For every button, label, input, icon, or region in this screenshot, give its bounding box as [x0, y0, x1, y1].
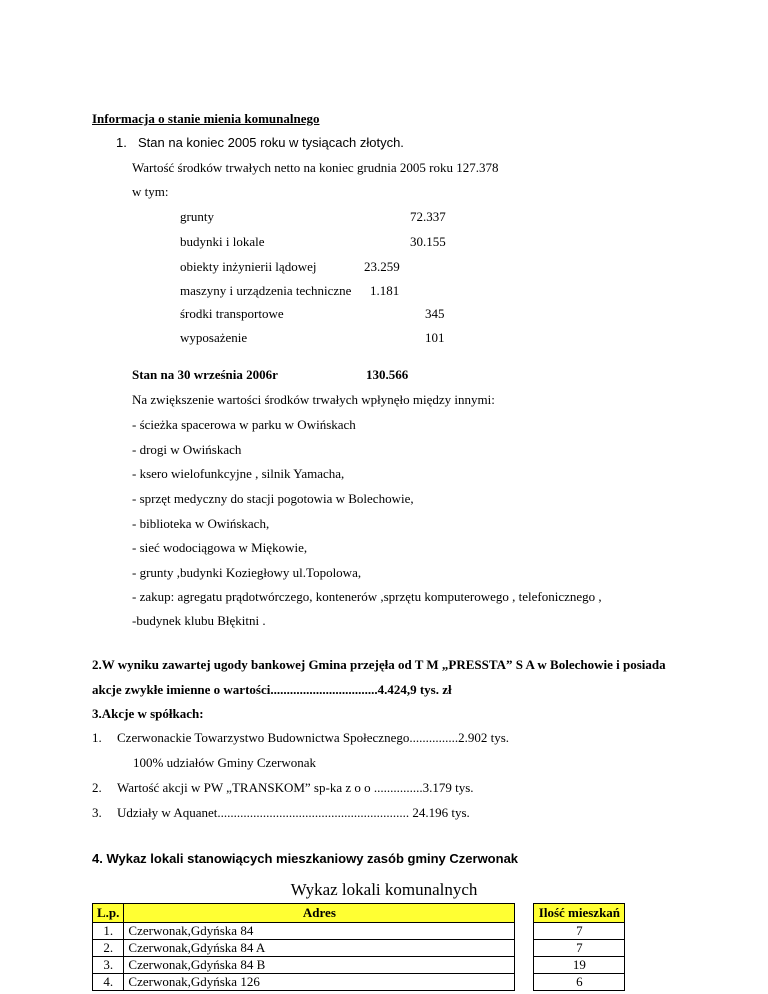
share-item-number: 1.	[92, 730, 102, 745]
asset-value-obiekty: 23.259	[364, 259, 400, 274]
section1-title: Stan na koniec 2005 roku w tysiącach złotych.	[138, 135, 404, 150]
asset-label-obiekty: obiekty inżynierii lądowej	[180, 259, 317, 274]
increase-item: - drogi w Owińskach	[132, 442, 242, 457]
cell-adres: Czerwonak,Gdyńska 84 B	[124, 957, 515, 974]
share-item-number: 2.	[92, 780, 102, 795]
table-row	[93, 974, 625, 991]
lokale-table	[92, 903, 625, 991]
share-item-text: Udziały w Aquanet........................................................... 24.196 tys.	[117, 805, 470, 820]
cell-ilosc: 19	[534, 957, 625, 974]
increase-item: - grunty ,budynki Koziegłowy ul.Topolowa,	[132, 565, 362, 580]
section1-wtym: w tym:	[132, 184, 169, 199]
column-header-ilosc: Ilość mieszkań	[534, 904, 625, 923]
state-value: 130.566	[366, 367, 409, 382]
section3-title: 3.Akcje w spółkach:	[92, 706, 204, 721]
cell-lp: 2.	[93, 940, 124, 957]
asset-value-maszyny: 1.181	[370, 283, 400, 298]
table-row	[93, 957, 625, 974]
increase-item: -budynek klubu Błękitni .	[132, 613, 266, 628]
section1-total-line: Wartość środków trwałych netto na koniec grudnia 2005 roku 127.378	[132, 160, 499, 175]
increase-item: - ksero wielofunkcyjne , silnik Yamacha,	[132, 466, 345, 481]
increase-item: - biblioteka w Owińskach,	[132, 516, 270, 531]
increase-item: - zakup: agregatu prądotwórczego, kontenerów ,sprzętu komputerowego , telefonicznego ,	[132, 589, 602, 604]
asset-value-budynki: 30.155	[410, 234, 446, 249]
share-item-text: 100% udziałów Gminy Czerwonak	[133, 755, 317, 770]
share-item-number: 3.	[92, 805, 102, 820]
cell-lp: 1.	[93, 923, 124, 940]
share-item-text: Czerwonackie Towarzystwo Budownictwa Społecznego...............2.902 tys.	[117, 730, 510, 745]
section4-title: 4. Wykaz lokali stanowiących mieszkaniowy zasób gminy Czerwonak	[92, 851, 519, 866]
column-header-lp: L.p.	[93, 904, 124, 923]
column-header-adres: Adres	[124, 904, 515, 923]
cell-ilosc: 7	[534, 940, 625, 957]
asset-value-wyposazenie: 101	[425, 330, 445, 345]
asset-label-transport: środki transportowe	[180, 306, 284, 321]
section2-line2: akcje zwykłe imienne o wartości.................................4.424,9 tys. zł	[92, 682, 452, 697]
asset-label-maszyny: maszyny i urządzenia techniczne	[180, 283, 352, 298]
cell-adres: Czerwonak,Gdyńska 84 A	[124, 940, 515, 957]
table-title: Wykaz lokali komunalnych	[290, 880, 478, 899]
increase-item: - ścieżka spacerowa w parku w Owińskach	[132, 417, 356, 432]
asset-value-grunty: 72.337	[410, 209, 446, 224]
asset-label-budynki: budynki i lokale	[180, 234, 265, 249]
table-row	[93, 940, 625, 957]
section1-number: 1.	[116, 135, 127, 150]
increase-item: - sieć wodociągowa w Miękowie,	[132, 540, 308, 555]
cell-lp: 4.	[93, 974, 124, 991]
document-heading: Informacja o stanie mienia komunalnego	[92, 111, 320, 126]
asset-label-wyposazenie: wyposażenie	[180, 330, 248, 345]
table-row	[93, 923, 625, 940]
share-item-text: Wartość akcji w PW „TRANSKOM” sp-ka z o o ...............3.179 tys.	[117, 780, 474, 795]
increase-intro: Na zwiększenie wartości środków trwałych wpłynęło między innymi:	[132, 392, 495, 407]
state-label: Stan na 30 września 2006r	[132, 367, 278, 382]
asset-label-grunty: grunty	[180, 209, 214, 224]
cell-ilosc: 6	[534, 974, 625, 991]
section2-line1: 2.W wyniku zawartej ugody bankowej Gmina przejęła od T M „PRESSTA” S A w Bolechowie i posiada	[92, 657, 666, 672]
increase-item: - sprzęt medyczny do stacji pogotowia w Bolechowie,	[132, 491, 414, 506]
cell-adres: Czerwonak,Gdyńska 126	[124, 974, 515, 991]
asset-value-transport: 345	[425, 306, 445, 321]
cell-adres: Czerwonak,Gdyńska 84	[124, 923, 515, 940]
cell-ilosc: 7	[534, 923, 625, 940]
cell-lp: 3.	[93, 957, 124, 974]
